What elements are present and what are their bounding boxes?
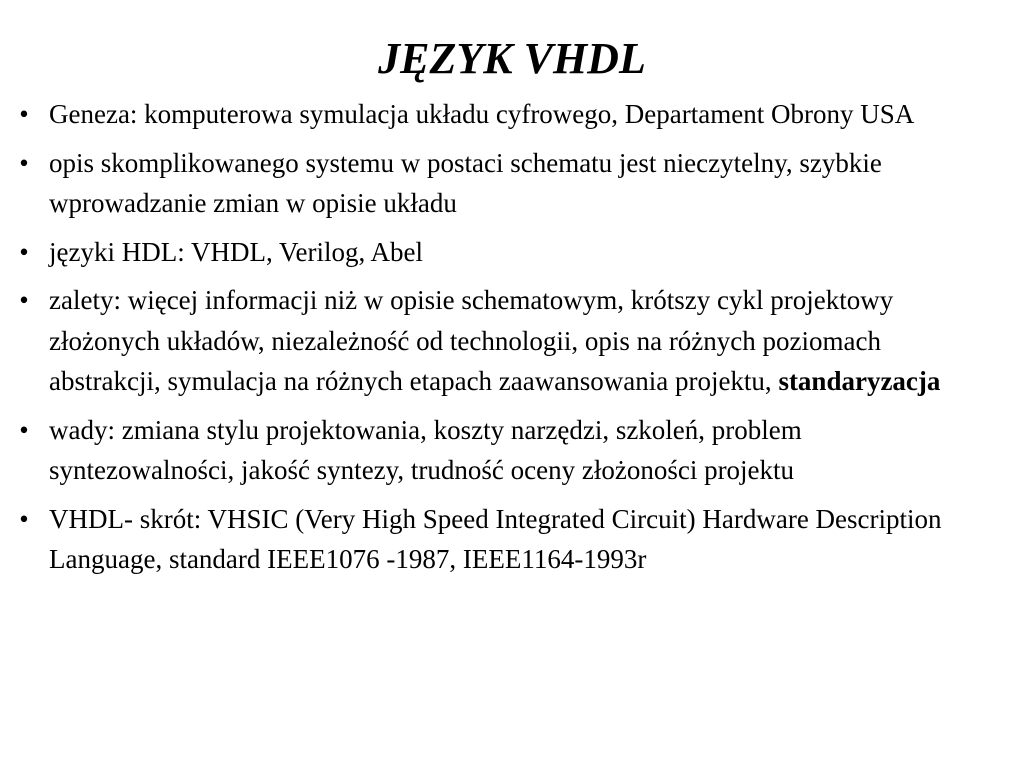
bullet-text: wady: zmiana stylu projektowania, koszty narzędzi, szkoleń, problem syntezowalności, jakość syntezy, trudność oceny złożoności projektu — [49, 414, 802, 485]
bullet-icon: • — [19, 147, 29, 178]
bullet-text: opis skomplikowanego systemu w postaci schematu jest nieczytelny, szybkie wprowadzanie zmian w opisie układu — [49, 147, 882, 218]
bullet-text: VHDL- skrót: VHSIC (Very High Speed Integrated Circuit) Hardware Description Language, standard IEEE1076 -1987, IEEE1164-1993r — [49, 503, 942, 574]
slide-title: JĘZYK VHDL — [378, 34, 646, 83]
bullet-icon: • — [19, 285, 29, 315]
bullet-item-schematic-description — [14, 143, 974, 224]
bullet-list — [14, 94, 974, 588]
bullet-text: zalety: więcej informacji niż w opisie schematowym, krótszy cykl projektowy złożonych układów, niezależność od technologii, opis na różnych poziomach abstrakcji, symulacja na różnych etapach zaawansowania projektu, — [49, 285, 894, 396]
bullet-icon: • — [19, 99, 29, 129]
bullet-item-genesis — [14, 94, 974, 135]
bullet-icon: • — [19, 236, 29, 267]
bullet-item-vhdl-abbreviation — [14, 499, 974, 580]
bullet-item-disadvantages — [14, 410, 974, 491]
bullet-icon: • — [19, 414, 29, 445]
bullet-text: Geneza: komputerowa symulacja układu cyfrowego, Departament Obrony USA — [49, 99, 915, 129]
bullet-item-hdl-languages — [14, 232, 974, 273]
bullet-bold-text: standaryzacja — [778, 366, 941, 396]
bullet-text: języki HDL: VHDL, Verilog, Abel — [49, 236, 423, 267]
bullet-item-advantages — [14, 280, 974, 402]
bullet-icon: • — [19, 503, 29, 534]
